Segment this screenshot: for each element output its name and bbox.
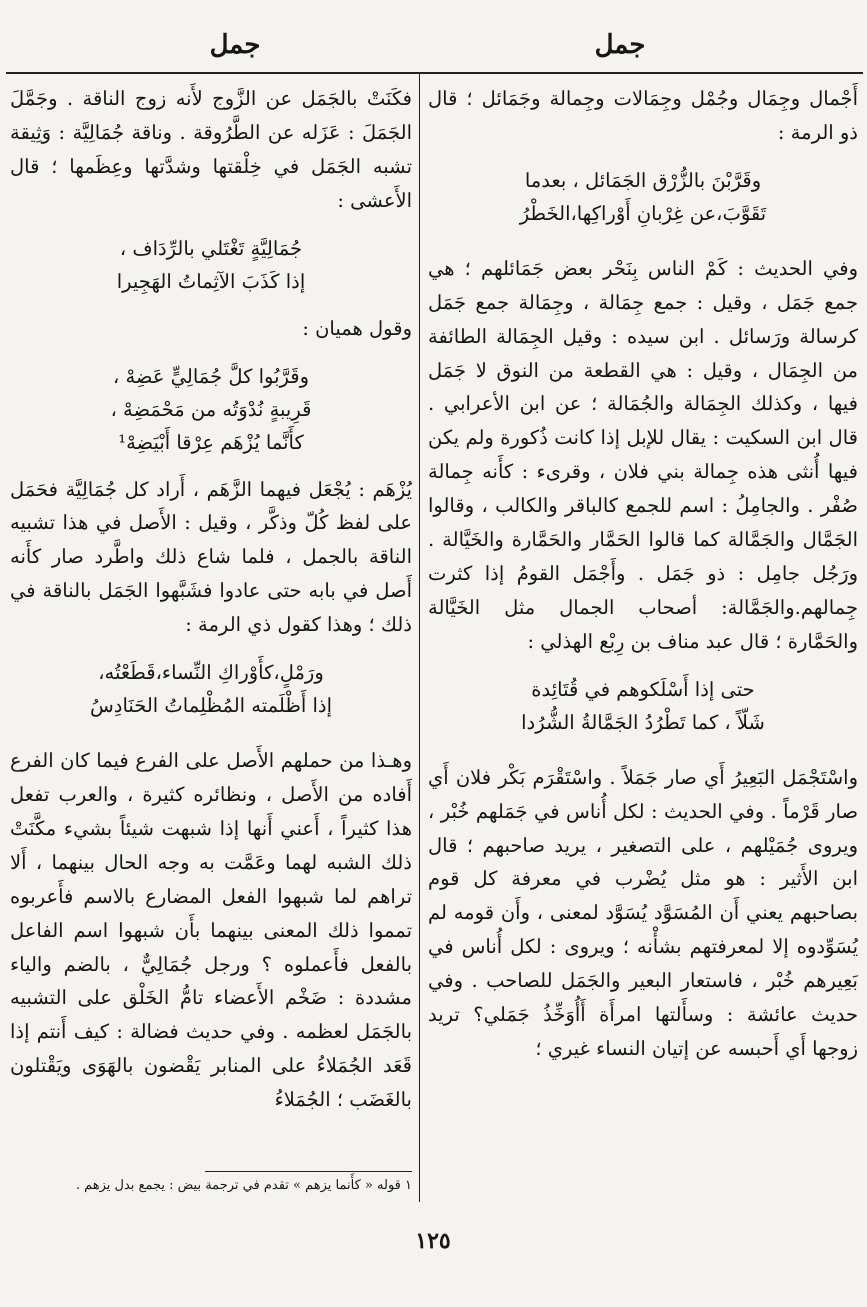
- column-divider: [419, 74, 420, 1202]
- paragraph: وقول هميان :: [302, 316, 412, 340]
- verse-line: ورَمْلٍ،كأَوْراكِ النِّساء،قَطَعْتُه،: [98, 661, 324, 685]
- paragraph: واسْتَجْمَل البَعِيرُ أَي صار جَمَلاً . واسْتَقْرَم بَكْر فلان أَي صار قَرْماً . وفي الحديث : لكل أُناس في جَمَلهم خُبْر ، ويروى جُمَيْلهم ، على التصغير ، يريد صاحبهم ؛ قال ابن الأَثير : هو مثل يُضْرب في معرفة كل قوم بصاحبهم يعني أَن المُسَوَّد يُسَوَّد لمعنى ، وأَن قومه لم يُسَوِّدوه إلا لمعرفتهم بشأْنه ؛ ويروى : لكل أُناس في بَعِيرهم خُبْر ، فاستعار البعير والجَمَل للصاحب . وفي حديث عائشة : وسأَلتها امرأَة أَأُوَخِّذُ جَمَلي؟ تريد زوجها أَي أَحبسه عن إتيان النساء غيري ؛: [428, 765, 858, 1060]
- header-rule: [6, 72, 863, 74]
- verse-line: قَرِيبةٍ نُدْوَتُه من مَحْمَضِهْ ،: [110, 397, 312, 421]
- verse-line: شَلّاً ، كما تَطْرُدُ الجَمَّالةُ الشُّرُدا: [521, 710, 765, 734]
- verse-line: كأَنَّما يُزْهَم عِرْقا أَبْيَضِهْ¹: [118, 430, 304, 454]
- paragraph: فكَنَتْ بالجَمَل عن الزَّوج لأَنه زوج الناقة . وجَمَّلَ الجَمَلَ : عَزَله عن الطَّرُوقة . وناقة جُمَالِيَّة : وَثِيقة تشبه الجَمَل في خِلْقتها وشدَّتها وعِظَمها ؛ قال الأَعشى :: [10, 87, 412, 212]
- left-column: [10, 82, 412, 1117]
- footnote-rule: [205, 1171, 412, 1172]
- verse-line: وقَرَّبْنَ بالزُّرْق الجَمَائل ، بعدما: [524, 168, 762, 192]
- paragraph: وهـذا من حملهم الأَصل على الفرع فيما كان الفرع أَفاده من الأَصل ، ونظائره كثيرة ، والعرب تفعل هذا كثيراً ، أَعني أَنها إذا شبهت شيئاً بشيء مكَّنَتْ ذلك الشبه لهما وعَمَّت به وجه الحال بينهما ، أَلا تراهم لما شبهوا الفعل المضارع بالاسم فأَعربوه تمموا ذلك المعنى بينهما بأَن شبهوا اسم الفاعل بالفعل فأَعملوه ؟ ورجل جُمَالِيٌّ ، بالضم والياء مشددة : ضَخْم الأَعضاء تامُّ الخَلْق على التشبيه بالجَمَل لعظمه . وفي حديث فضالة : كيف أَنتم إذا قَعَد الجُمَلاءُ على المنابر يَقْضون بالهَوَى ويَقْتلون بالغَضَب ؛ الجُمَلاءُ: [10, 749, 412, 1112]
- running-header-right: جمل: [594, 30, 646, 60]
- verse-line: جُمَالِيَّةٍ تَغْتَلي بالرِّدَاف ،: [119, 236, 303, 260]
- verse: [10, 360, 412, 459]
- footnote: ١ قوله « كأَنما يزهم » تقدم في ترجمة بيض : يجمع بدل يزهم .: [75, 1178, 412, 1193]
- verse: [428, 673, 858, 739]
- verse-line: إذا أَظْلَمته المُظْلِماتُ الحَنَادِسُ: [89, 694, 333, 718]
- verse: [428, 164, 858, 230]
- paragraph: أَجْمال وجِمَال وجُمْل وجِمَالات وجِمالة وجَمَائل ؛ قال ذو الرمة :: [428, 87, 858, 144]
- verse: [10, 232, 412, 298]
- running-header-left: جمل: [209, 30, 261, 60]
- paragraph: يُزْهَم : يُجْعَل فيهما الزَّهَم ، أَراد كل جُمَالِيَّة فحَمَل على لفظ كُلّ وذكَّر ، وقيل : الأَصل في هذا تشبيه الناقة بالجمل ، فلما شاع ذلك واطَّرد صار كأَنه أَصل في بابه حتى عادوا فشَبَّهوا الجَمَل بالناقة في ذلك ؛ وهذا كقول ذي الرمة :: [10, 477, 412, 637]
- right-column: [428, 82, 858, 1066]
- verse-line: إذا كَذَبَ الآثِماتُ الهَجِيرا: [116, 269, 306, 293]
- verse-line: وقَرَّبُوا كلَّ جُمَالِيٍّ عَضِهْ ،: [112, 364, 310, 388]
- page-number: ١٢٥: [415, 1228, 451, 1254]
- verse-line: تَقَوَّبَ،عن غِرْبانِ أَوْراكِها،الخَطْرُ: [519, 201, 767, 225]
- paragraph: وفي الحديث : كَمْ الناس بِنَحْر بعض جَمَائلهم ؛ هي جمع جَمَل ، وقيل : جمع جِمَالة ، وجِمَالة جمع جَمَل كرسالة ورَسائل . ابن سيده : وقيل الجِمَالة الطائفة من الجِمَال ، وقيل : هي القطعة من النوق لا جَمَل فيها ، وكذلك الجِمَالة والجُمَالة ؛ عن ابن الأعرابي . قال ابن السكيت : يقال للإبل إذا كانت ذُكورة ولم يكن فيها أُنثى هذه جِمالة بني فلان ، وقرىء : كأَنه جِمالة صُفْر . والجامِلُ : اسم للجمع كالباقر والكالب ، وقالوا الجَمَّال والجَمَّالة كما قالوا الحَمَّار والحَمَّارة والخَيَّالة . ورَجُل جامِل : ذو جَمَل . وأَجْمَل القومُ إذا كثرت جِمالهم.والجَمَّالة: أصحاب الجمال مثل الخَيَّالة والحَمَّارة ؛ قال عبد مناف بن رِبْع الهذلي :: [428, 256, 858, 653]
- verse-line: حتى إذا أَسْلَكوهم في قُتَائِدة: [531, 677, 755, 701]
- verse: [10, 656, 412, 722]
